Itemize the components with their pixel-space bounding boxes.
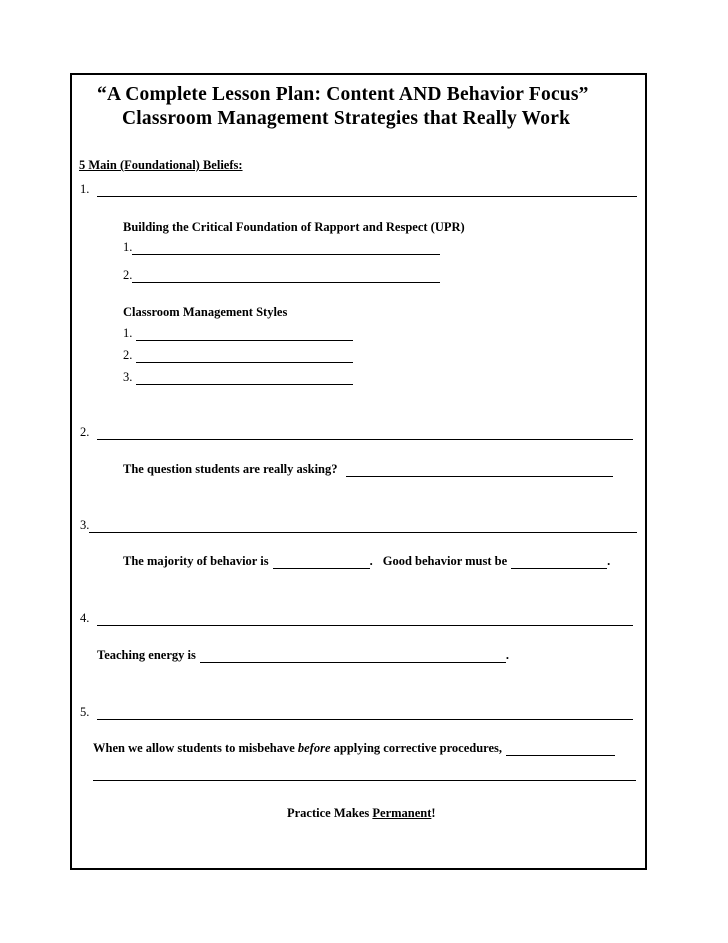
rapport-item-1 xyxy=(123,240,440,255)
belief-3-number: 3. xyxy=(80,518,90,532)
rapport-item-1-number: 1. xyxy=(123,240,133,254)
styles-item-1-blank[interactable] xyxy=(136,330,353,341)
belief-2-row xyxy=(80,425,633,440)
belief-1-number: 1. xyxy=(80,182,90,196)
rapport-item-1-blank[interactable] xyxy=(132,244,440,255)
misbehave-row xyxy=(93,741,615,756)
belief-1-row xyxy=(80,182,637,197)
belief-5-blank[interactable] xyxy=(97,709,633,720)
rapport-item-2-blank[interactable] xyxy=(132,272,440,283)
good-behavior-text: Good behavior must be xyxy=(382,554,508,568)
rapport-heading: Building the Critical Foundation of Rapport and Respect (UPR) xyxy=(123,220,465,234)
styles-item-3-number: 3. xyxy=(123,370,133,384)
belief-5-row xyxy=(80,705,633,720)
belief-4-number: 4. xyxy=(80,611,90,625)
styles-item-3 xyxy=(123,370,353,385)
styles-item-3-blank[interactable] xyxy=(136,374,353,385)
majority-text: The majority of behavior is xyxy=(123,554,269,568)
majority-row xyxy=(123,554,610,569)
question-blank[interactable] xyxy=(346,466,613,477)
good-behavior-blank[interactable] xyxy=(511,558,607,569)
teaching-energy-period: . xyxy=(505,648,509,662)
teaching-energy-row xyxy=(97,648,509,663)
belief-4-row xyxy=(80,611,633,626)
styles-heading: Classroom Management Styles xyxy=(123,305,288,319)
belief-4-blank[interactable] xyxy=(97,615,633,626)
question-row xyxy=(123,462,613,477)
practice-footer xyxy=(287,806,436,821)
misbehave-continuation-blank[interactable] xyxy=(93,770,636,781)
misbehave-text-italic: before xyxy=(297,741,331,755)
practice-text-post: ! xyxy=(431,806,436,820)
good-behavior-period: . xyxy=(607,554,611,568)
styles-item-2 xyxy=(123,348,353,363)
belief-2-blank[interactable] xyxy=(97,429,633,440)
styles-item-2-blank[interactable] xyxy=(136,352,353,363)
title-line-1: “A Complete Lesson Plan: Content AND Behavior Focus” xyxy=(97,84,589,105)
rapport-item-2-number: 2. xyxy=(123,268,133,282)
practice-text-pre: Practice Makes xyxy=(287,806,373,820)
misbehave-continuation-row xyxy=(93,770,636,781)
belief-3-row xyxy=(80,518,637,533)
title-line-2: Classroom Management Strategies that Really Work xyxy=(122,108,571,129)
belief-3-blank[interactable] xyxy=(89,522,637,533)
majority-period: . xyxy=(369,554,373,568)
rapport-item-2 xyxy=(123,268,440,283)
styles-item-2-number: 2. xyxy=(123,348,133,362)
styles-item-1-number: 1. xyxy=(123,326,133,340)
question-text: The question students are really asking? xyxy=(123,462,338,476)
styles-item-1 xyxy=(123,326,353,341)
majority-blank[interactable] xyxy=(273,558,370,569)
belief-5-number: 5. xyxy=(80,705,90,719)
misbehave-text-post: applying corrective procedures, xyxy=(330,741,503,755)
misbehave-blank[interactable] xyxy=(506,745,615,756)
teaching-energy-text: Teaching energy is xyxy=(97,648,196,662)
teaching-energy-blank[interactable] xyxy=(200,652,506,663)
practice-text-underlined: Permanent xyxy=(372,806,432,820)
misbehave-text-pre: When we allow students to misbehave xyxy=(93,741,298,755)
beliefs-heading: 5 Main (Foundational) Beliefs: xyxy=(79,158,243,172)
belief-2-number: 2. xyxy=(80,425,90,439)
belief-1-blank[interactable] xyxy=(97,186,637,197)
